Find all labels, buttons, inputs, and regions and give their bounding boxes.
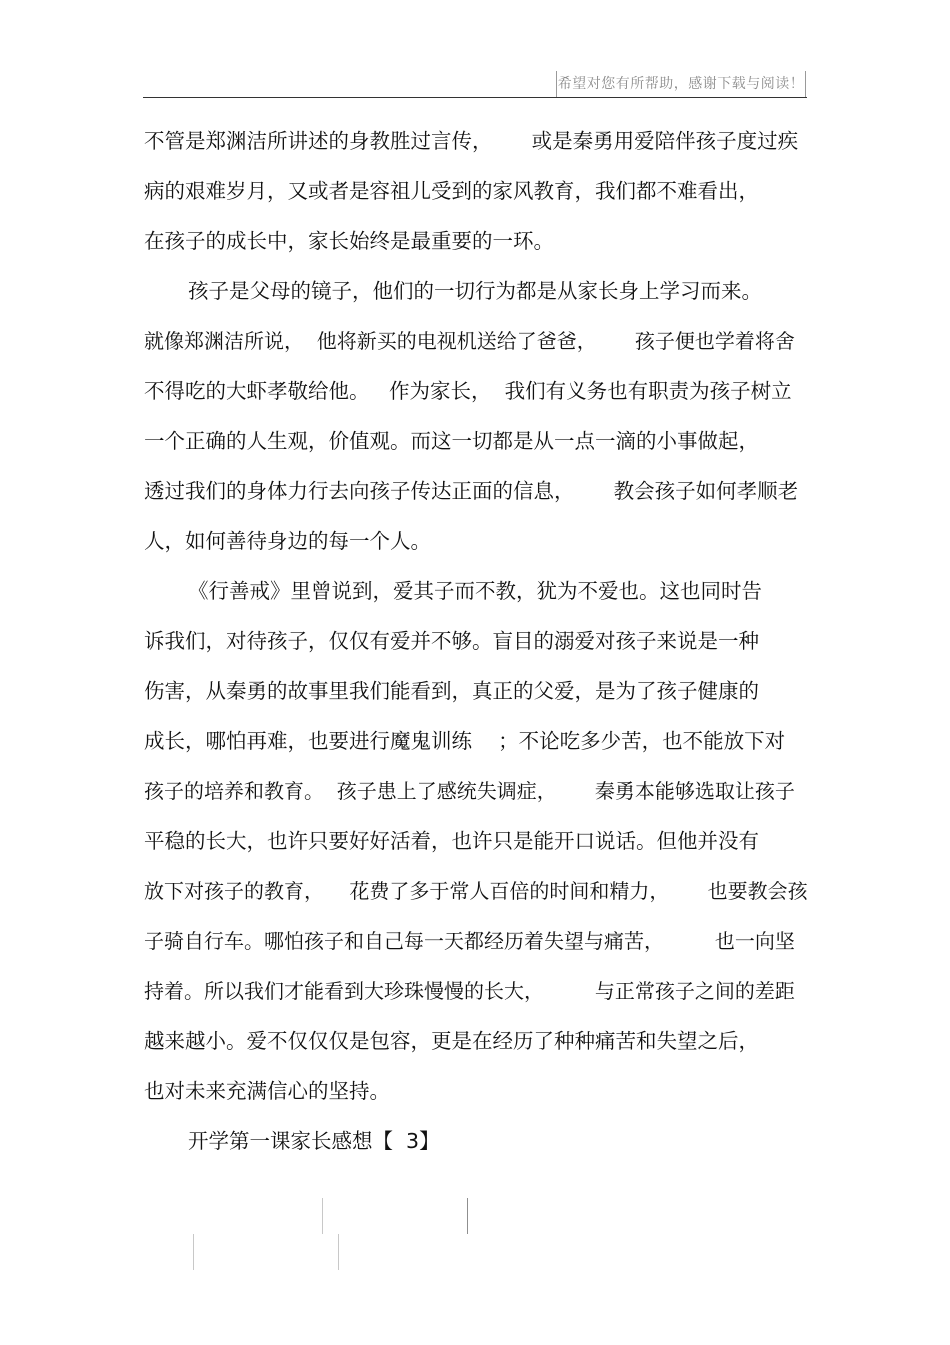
paragraph-1-line-2: 病的艰难岁月，又或者是容祖儿受到的家风教育，我们都不难看出， [144,179,759,203]
paragraph-3-line-2: 诉我们，对待孩子，仅仅有爱并不够。盲目的溺爱对孩子来说是一种 [144,629,759,653]
scan-artifact-line [338,1234,339,1270]
paragraph-3-line-7: 放下对孩子的教育， 花费了多于常人百倍的时间和精力， 也要教会孩 [144,879,808,903]
paragraph-3-line-6: 平稳的长大，也许只要好好活着，也许只是能开口说话。但他并没有 [144,829,759,853]
paragraph-3-line-8: 子骑自行车。哪怕孩子和自己每一天都经历着失望与痛苦， 也一向坚 [144,929,795,953]
paragraph-2-line-5: 透过我们的身体力行去向孩子传达正面的信息， 教会孩子如何孝顺老 [144,479,799,503]
paragraph-3-line-5: 孩子的培养和教育。 孩子患上了感统失调症， 秦勇本能够选取让孩子 [144,779,795,803]
paragraph-1-line-3: 在孩子的成长中，家长始终是最重要的一环。 [144,229,554,253]
paragraph-1-line-1: 不管是郑渊洁所讲述的身教胜过言传， 或是秦勇用爱陪伴孩子度过疾 [144,129,799,153]
scan-artifact-line [322,1198,323,1234]
paragraph-2-line-6: 人，如何善待身边的每一个人。 [144,529,431,553]
paragraph-3-line-4: 成长，哪怕再难，也要进行魔鬼训练 ；不论吃多少苦，也不能放下对 [144,729,786,753]
paragraph-3-line-3: 伤害，从秦勇的故事里我们能看到，真正的父爱，是为了孩子健康的 [144,679,759,703]
paragraph-2-line-4: 一个正确的人生观，价值观。而这一切都是从一点一滴的小事做起， [144,429,759,453]
paragraph-2-line-2: 就像郑渊洁所说， 他将新买的电视机送给了爸爸， 孩子便也学着将舍 [144,329,795,353]
paragraph-3-line-11: 也对未来充满信心的坚持。 [144,1079,390,1103]
scan-artifact-line [193,1234,194,1270]
paragraph-2-line-1: 孩子是父母的镜子，他们的一切行为都是从家长身上学习而来。 [188,279,762,303]
section-heading: 开学第一课家长感想【 3】 [188,1129,440,1153]
paragraph-2-line-3: 不得吃的大虾孝敬给他。 作为家长， 我们有义务也有职责为孩子树立 [144,379,792,403]
paragraph-3-line-1: 《行善戒》里曾说到，爱其子而不教，犹为不爱也。这也同时告 [188,579,762,603]
header-note: 希望对您有所帮助，感谢下载与阅读！ [556,71,806,97]
paragraph-3-line-9: 持着。所以我们才能看到大珍珠慢慢的长大， 与正常孩子之间的差距 [144,979,795,1003]
paragraph-3-line-10: 越来越小。爱不仅仅仅是包容，更是在经历了种种痛苦和失望之后， [144,1029,759,1053]
scan-artifact-line [467,1198,468,1234]
header-rule [143,97,807,98]
